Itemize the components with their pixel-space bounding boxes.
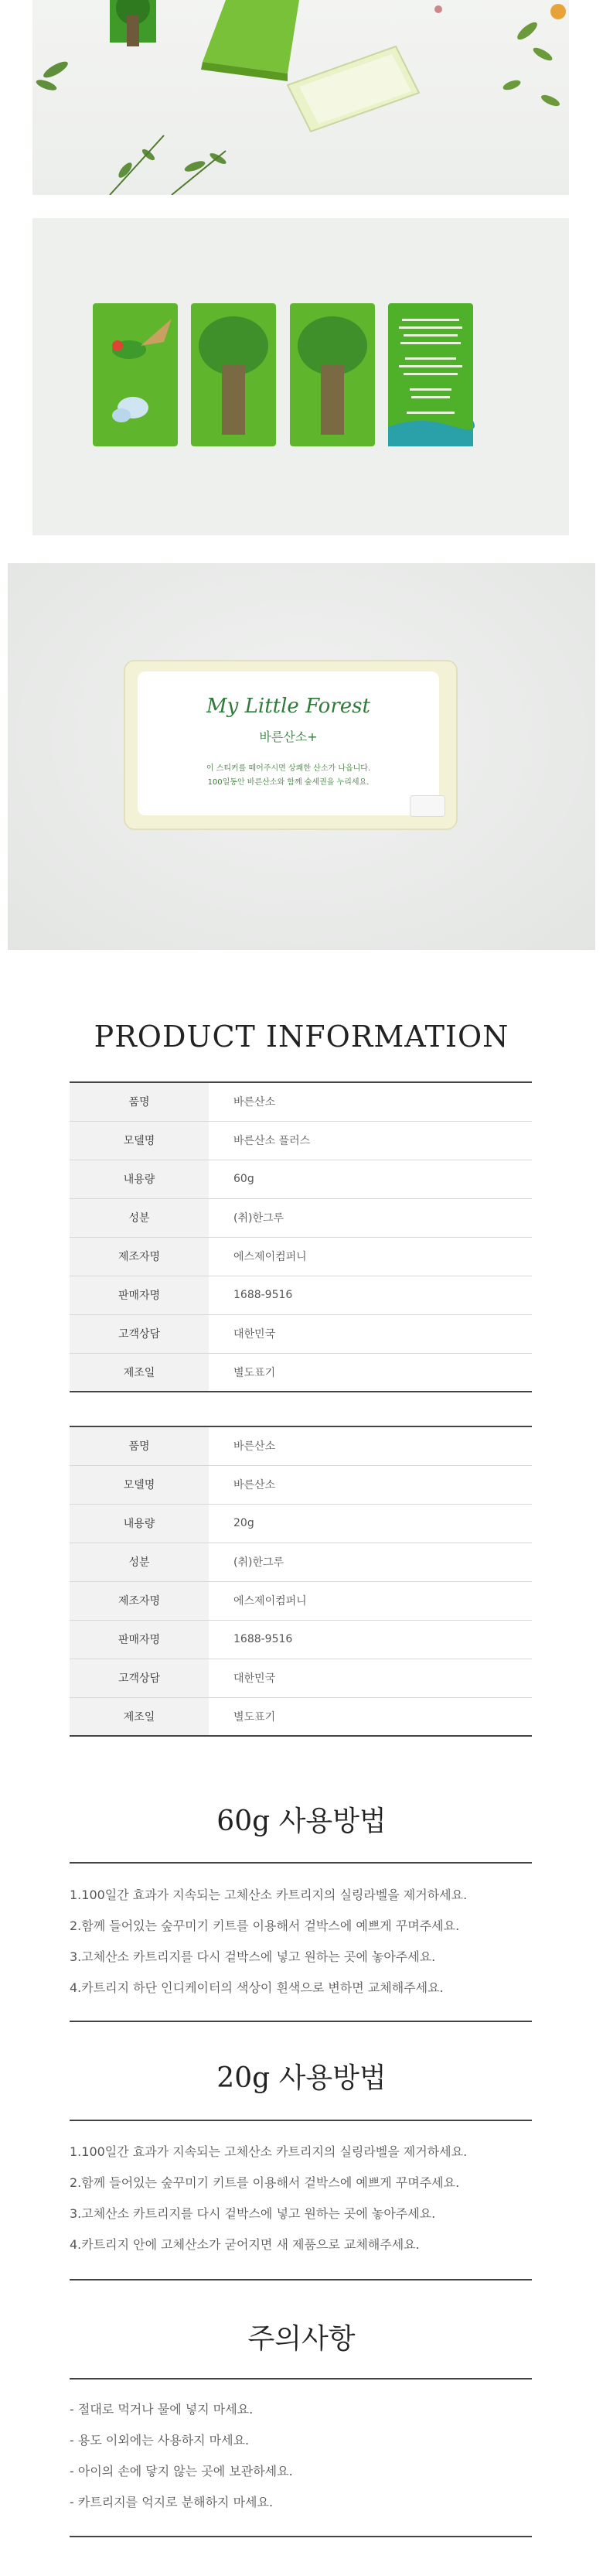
list-item: 4.카트리지 안에 고체산소가 굳어지면 새 제품으로 교체해주세요. bbox=[70, 2237, 420, 2252]
usage-20g-steps bbox=[70, 2137, 532, 2260]
divider bbox=[70, 1862, 532, 1864]
info-value: 에스제이컴퍼니 bbox=[209, 1237, 532, 1276]
table-row bbox=[70, 1198, 532, 1237]
info-key: 모델명 bbox=[70, 1465, 209, 1504]
info-value: 20g bbox=[209, 1504, 532, 1543]
caution-title: 주의사항 bbox=[247, 2323, 356, 2355]
table-row bbox=[70, 1082, 532, 1121]
info-value: 60g bbox=[209, 1160, 532, 1198]
info-value: 바른산소 bbox=[209, 1465, 532, 1504]
divider bbox=[70, 2021, 532, 2022]
usage-60g-steps bbox=[70, 1880, 532, 2004]
info-value: 대한민국 bbox=[209, 1314, 532, 1353]
brand-label: 바른산소+ bbox=[259, 729, 318, 744]
product-info-table-20g bbox=[70, 1426, 532, 1737]
table-row bbox=[70, 1160, 532, 1198]
info-key: 제조자명 bbox=[70, 1581, 209, 1620]
usage-20g-title: 20g 사용방법 bbox=[216, 2062, 387, 2094]
table-row bbox=[70, 1543, 532, 1581]
list-item: - 절대로 먹거나 물에 넣지 마세요. bbox=[70, 2402, 254, 2417]
info-key: 성분 bbox=[70, 1198, 209, 1237]
info-key: 성분 bbox=[70, 1543, 209, 1581]
info-value: 바른산소 bbox=[209, 1426, 532, 1465]
divider bbox=[70, 2279, 532, 2280]
info-value: 대한민국 bbox=[209, 1659, 532, 1697]
list-item: 3.고체산소 카트리지를 다시 겉박스에 넣고 원하는 곳에 놓아주세요. bbox=[70, 1949, 436, 1964]
table-row bbox=[70, 1121, 532, 1160]
list-item: - 용도 이외에는 사용하지 마세요. bbox=[70, 2433, 250, 2448]
caution-list bbox=[70, 2394, 532, 2518]
cards-illustration bbox=[32, 218, 569, 535]
list-item: - 카트리지를 억지로 분해하지 마세요. bbox=[70, 2495, 274, 2509]
info-value: (취)한그루 bbox=[209, 1198, 532, 1237]
table-row bbox=[70, 1581, 532, 1620]
info-value: 바른산소 플러스 bbox=[209, 1121, 532, 1160]
info-key: 판매자명 bbox=[70, 1620, 209, 1659]
sticker-tab bbox=[410, 795, 445, 817]
product-info-title: PRODUCT INFORMATION bbox=[94, 1020, 509, 1054]
list-item: 2.함께 들어있는 숲꾸미기 키트를 이용해서 겉박스에 예쁘게 꾸며주세요. bbox=[70, 2175, 460, 2190]
info-key: 판매자명 bbox=[70, 1276, 209, 1314]
info-key: 품명 bbox=[70, 1426, 209, 1465]
info-key: 고객상담 bbox=[70, 1314, 209, 1353]
caption-line-2: 100일동안 바른산소와 함께 숲세권을 누리세요. bbox=[207, 778, 370, 787]
usage-60g-title: 60g 사용방법 bbox=[216, 1806, 387, 1837]
info-key: 품명 bbox=[70, 1082, 209, 1121]
table-row bbox=[70, 1314, 532, 1353]
cards-photo bbox=[32, 218, 569, 535]
table-row bbox=[70, 1276, 532, 1314]
info-key: 제조일 bbox=[70, 1697, 209, 1736]
table-row bbox=[70, 1504, 532, 1543]
table-row bbox=[70, 1237, 532, 1276]
cartridge-photo bbox=[8, 563, 595, 950]
logo: My Little Forest bbox=[206, 695, 370, 718]
info-key: 제조일 bbox=[70, 1353, 209, 1392]
caption-line-1: 이 스티커를 떼어주시면 상쾌한 산소가 나옵니다. bbox=[206, 764, 371, 773]
table-row bbox=[70, 1697, 532, 1736]
list-item: 4.카트리지 하단 인디케이터의 색상이 흰색으로 변하면 교체해주세요. bbox=[70, 1980, 444, 1995]
divider bbox=[70, 2378, 532, 2380]
info-key: 고객상담 bbox=[70, 1659, 209, 1697]
info-value: 에스제이컴퍼니 bbox=[209, 1581, 532, 1620]
product-info-table-60g bbox=[70, 1081, 532, 1392]
info-value: 1688-9516 bbox=[209, 1620, 532, 1659]
list-item: 2.함께 들어있는 숲꾸미기 키트를 이용해서 겉박스에 예쁘게 꾸며주세요. bbox=[70, 1918, 460, 1933]
list-item: - 아이의 손에 닿지 않는 곳에 보관하세요. bbox=[70, 2464, 293, 2479]
list-item: 3.고체산소 카트리지를 다시 겉박스에 넣고 원하는 곳에 놓아주세요. bbox=[70, 2206, 436, 2221]
info-value: 바른산소 bbox=[209, 1082, 532, 1121]
list-item: 1.100일간 효과가 지속되는 고체산소 카트리지의 실링라벨을 제거하세요. bbox=[70, 1888, 468, 1902]
info-key: 내용량 bbox=[70, 1504, 209, 1543]
info-value: 별도표기 bbox=[209, 1353, 532, 1392]
info-value: 별도표기 bbox=[209, 1697, 532, 1736]
product-box-illustration bbox=[32, 0, 569, 195]
divider bbox=[70, 2120, 532, 2121]
list-item: 1.100일간 효과가 지속되는 고체산소 카트리지의 실링라벨을 제거하세요. bbox=[70, 2144, 468, 2159]
table-row bbox=[70, 1426, 532, 1465]
info-key: 제조자명 bbox=[70, 1237, 209, 1276]
info-value: 1688-9516 bbox=[209, 1276, 532, 1314]
divider bbox=[70, 2536, 532, 2537]
product-box-photo bbox=[32, 0, 569, 195]
info-key: 모델명 bbox=[70, 1121, 209, 1160]
info-value: (취)한그루 bbox=[209, 1543, 532, 1581]
table-row bbox=[70, 1465, 532, 1504]
table-row bbox=[70, 1620, 532, 1659]
info-key: 내용량 bbox=[70, 1160, 209, 1198]
table-row bbox=[70, 1353, 532, 1392]
table-row bbox=[70, 1659, 532, 1697]
cartridge-label bbox=[138, 671, 439, 815]
